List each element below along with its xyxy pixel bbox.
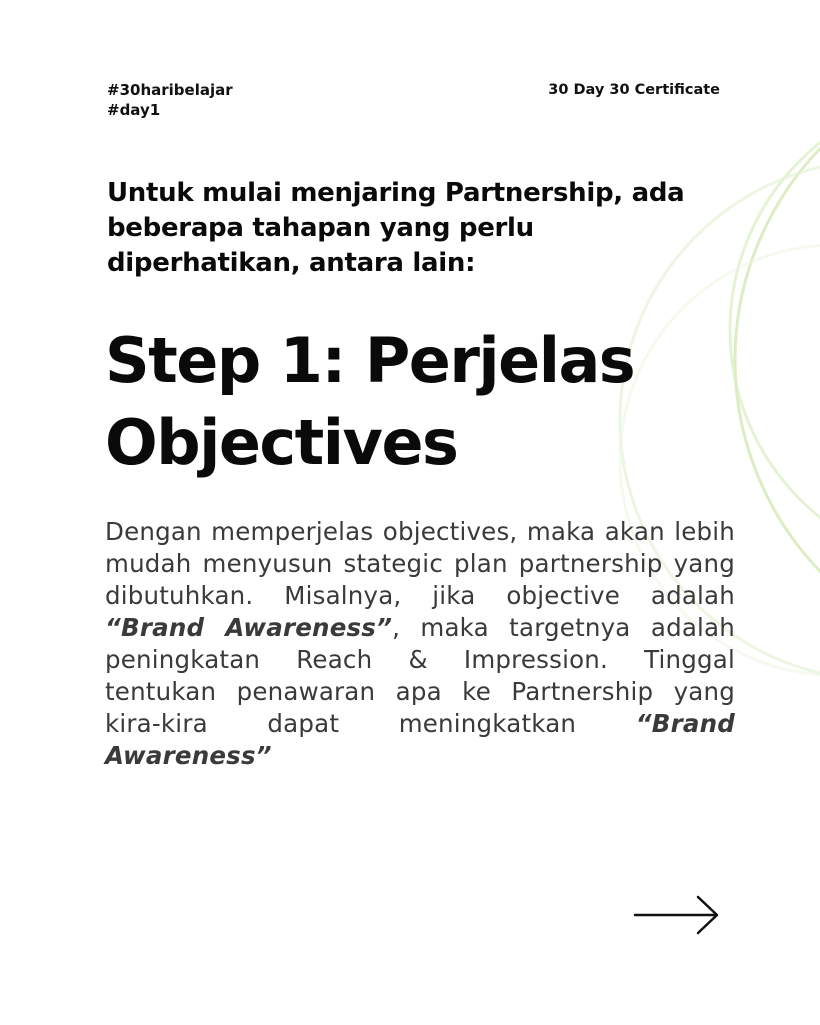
- intro-text: Untuk mulai menjaring Partnership, ada beberapa tahapan yang perlu diperhatikan, antara lain:: [107, 178, 685, 278]
- title-line-2: Objectives: [105, 406, 458, 479]
- hashtag-day1: #day1: [107, 101, 161, 119]
- body-part-1: Dengan memperjelas objectives, maka akan lebih mudah menyusun stategic plan partnership yang dibutuhkan. Misalnya, jika objective adalah: [105, 517, 735, 610]
- page-title: [105, 320, 745, 484]
- body-paragraph: [105, 516, 735, 772]
- hashtags: [107, 80, 233, 120]
- hashtag-30haribelajar: #30haribelajar: [107, 81, 233, 99]
- emphasis-brand-awareness-2: “Brand Awareness”: [105, 709, 735, 770]
- series-label: 30 Day 30 Certificate: [548, 82, 720, 98]
- body-part-2: , maka targetnya adalah peningkatan Reach & Impression. Tinggal tentukan penawaran apa ke Partnership yang kira-kira dapat meningkatkan: [105, 613, 735, 738]
- emphasis-brand-awareness-1: “Brand Awareness”: [105, 613, 393, 642]
- title-line-1: Step 1: Perjelas: [105, 324, 635, 397]
- arrow-right-icon[interactable]: [632, 893, 722, 937]
